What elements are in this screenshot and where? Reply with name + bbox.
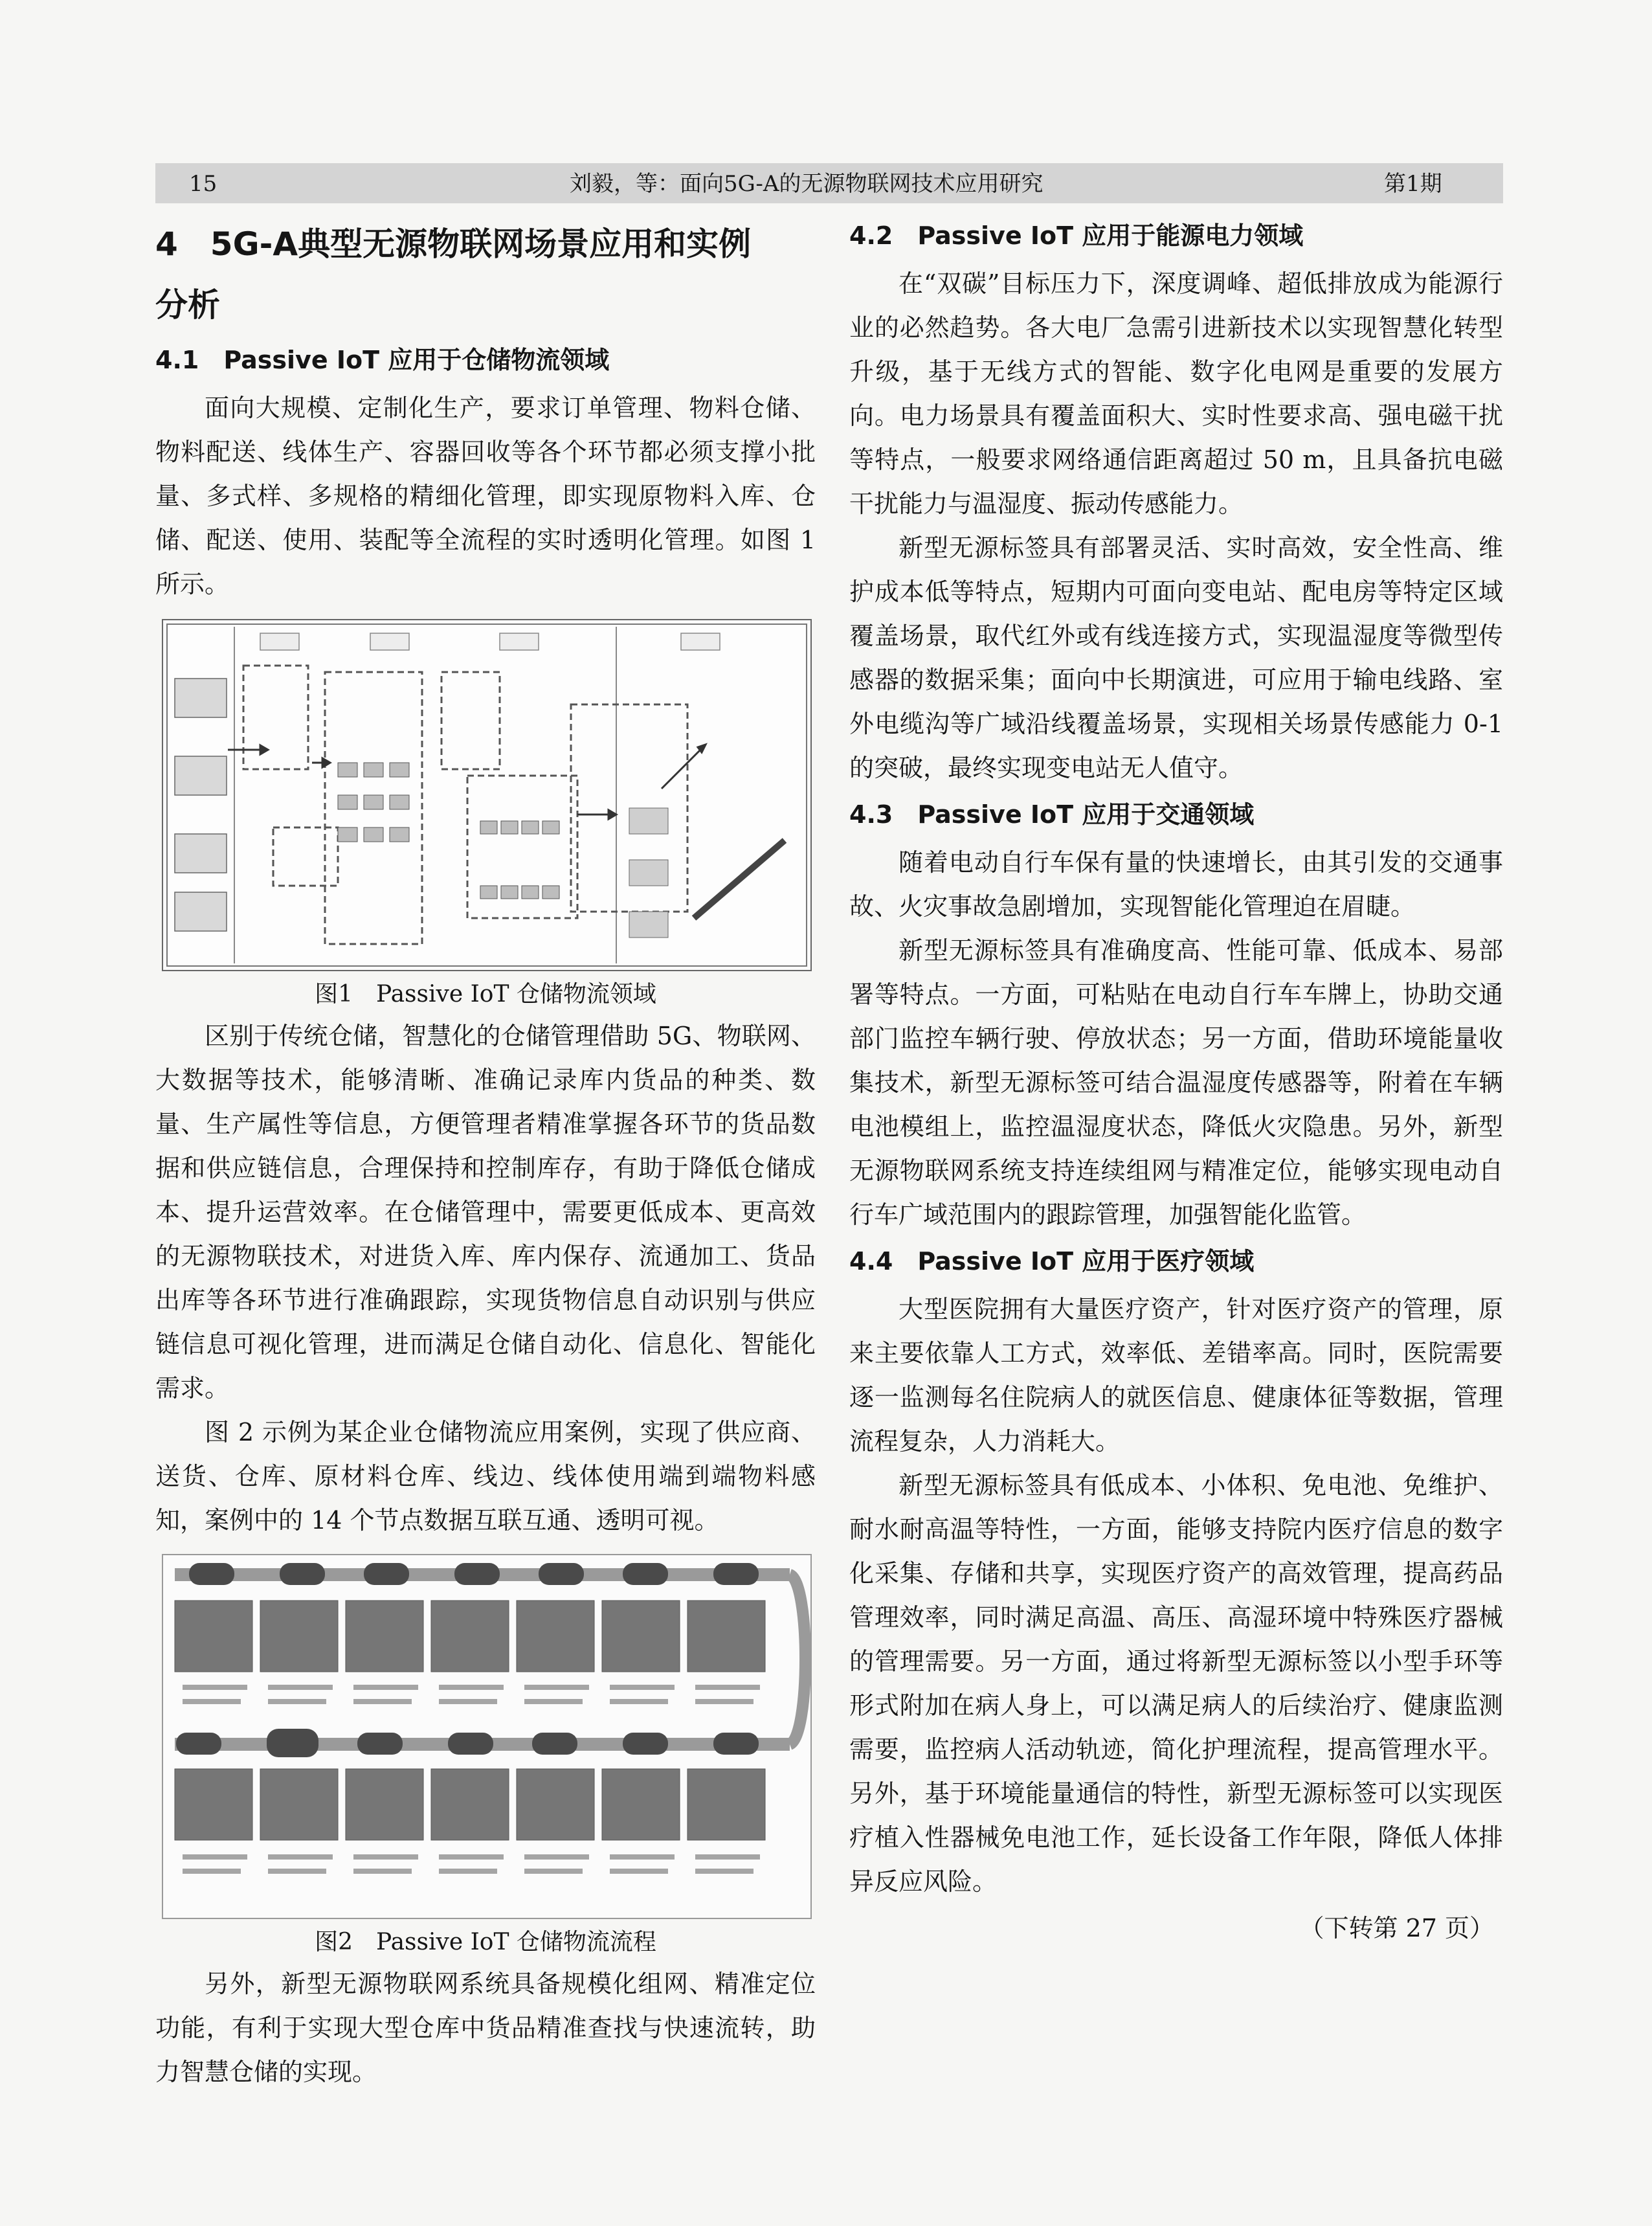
figure-2-caption: 图2 Passive IoT 仓储物流流程 [315, 1929, 656, 1955]
section-4-1-paragraph-2: 区别于传统仓储，智慧化的仓储管理借助 5G、物联网、大数据等技术，能够清晰、准确记录库内货品的种类、数量、生产属性等信息，方便管理者精准掌握各环节的货品数据和供应链信息，合理保持和控制库存，有助于降低仓储成本、提升运营效率。在仓储管理中，需要更低成本、更高效的无源物联技术，对进货入库、库内保存、流通加工、货品出库等各环节进行准确跟踪，实现货物信息自动识别与供应链信息可视化管理，进而满足仓储自动化、信息化、智能化需求。 [155, 1022, 816, 1402]
section-4-title-line2: 分析 [155, 286, 220, 324]
figure-2-process-flow [162, 1554, 812, 1919]
page-number: 15 [189, 171, 218, 197]
right-column [849, 214, 1503, 1948]
section-4-4-heading: 4.4 Passive IoT 应用于医疗领域 [849, 1247, 1255, 1276]
section-4-4-paragraph-2: 新型无源标签具有低成本、小体积、免电池、免维护、耐水耐高温等特性，一方面，能够支持院内医疗信息的数字化采集、存储和共享，实现医疗资产的高效管理，提高药品管理效率，同时满足高温、高压、高湿环境中特殊医疗器械的管理需要。另一方面，通过将新型无源标签以小型手环等形式附加在病人身上，可以满足病人的后续治疗、健康监测需要，监控病人活动轨迹，简化护理流程，提高管理水平。另外，基于环境能量通信的特性，新型无源标签可以实现医疗植入性器械免电池工作，延长设备工作年限，降低人体排异反应风险。 [849, 1471, 1503, 1896]
section-4-3-heading: 4.3 Passive IoT 应用于交通领域 [849, 800, 1255, 829]
figure-1-schematic [163, 620, 810, 970]
section-4-2-heading: 4.2 Passive IoT 应用于能源电力领域 [849, 221, 1304, 250]
running-title: 刘毅，等：面向5G-A的无源物联网技术应用研究 [570, 171, 1044, 197]
section-4-title-line1: 4 5G-A典型无源物联网场景应用和实例 [155, 225, 752, 263]
section-4-2-paragraph-2: 新型无源标签具有部署灵活、实时高效，安全性高、维护成本低等特点，短期内可面向变电站、配电房等特定区域覆盖场景，取代红外或有线连接方式，实现温湿度等微型传感器的数据采集；面向中长期演进，可应用于输电线路、室外电缆沟等广域沿线覆盖场景，实现相关场景传感能力 0-1 的突破，最终实现变电站无人值守。 [849, 534, 1503, 782]
issue-label: 第1期 [1384, 171, 1442, 197]
section-4-1-paragraph-4: 另外，新型无源物联网系统具备规模化组网、精准定位功能，有利于实现大型仓库中货品精准查找与快速流转，助力智慧仓储的实现。 [155, 1970, 816, 2086]
section-4-2-paragraph-1: 在“双碳”目标压力下，深度调峰、超低排放成为能源行业的必然趋势。各大电厂急需引进新技术以实现智慧化转型升级，基于无线方式的智能、数字化电网是重要的发展方向。电力场景具有覆盖面积大、实时性要求高、强电磁干扰等特点，一般要求网络通信距离超过 50 m，且具备抗电磁干扰能力与温湿度、振动传感能力。 [849, 269, 1503, 518]
section-4-1-paragraph-1: 面向大规模、定制化生产，要求订单管理、物料仓储、物料配送、线体生产、容器回收等各个环节都必须支撑小批量、多式样、多规格的精细化管理，即实现原物料入库、仓储、配送、使用、装配等全流程的实时透明化管理。如图 1 所示。 [155, 394, 816, 598]
continued-on-page-note: （下转第 27 页） [1299, 1914, 1494, 1942]
section-4-1-paragraph-3: 图 2 示例为某企业仓储物流应用案例，实现了供应商、送货、仓库、原材料仓库、线边、线体使用端到端物料感知，案例中的 14 个节点数据互联互通、透明可视。 [155, 1418, 816, 1535]
section-4-4-paragraph-1: 大型医院拥有大量医疗资产，针对医疗资产的管理，原来主要依靠人工方式，效率低、差错率高。同时，医院需要逐一监测每名住院病人的就医信息、健康体征等数据，管理流程复杂，人力消耗大。 [849, 1295, 1503, 1456]
section-4-1-heading: 4.1 Passive IoT 应用于仓储物流领域 [155, 346, 610, 374]
left-column [155, 214, 816, 2094]
section-4-3-paragraph-2: 新型无源标签具有准确度高、性能可靠、低成本、易部署等特点。一方面，可粘贴在电动自行车车牌上，协助交通部门监控车辆行驶、停放状态；另一方面，借助环境能量收集技术，新型无源标签可结合温湿度传感器等，附着在车辆电池模组上，监控温湿度状态，降低火灾隐患。另外，新型无源物联网系统支持连续组网与精准定位，能够实现电动自行车广域范围内的跟踪管理，加强智能化监管。 [849, 936, 1503, 1229]
figure-1-caption: 图1 Passive IoT 仓储物流领域 [315, 981, 656, 1007]
section-4-3-paragraph-1: 随着电动自行车保有量的快速增长，由其引发的交通事故、火灾事故急剧增加，实现智能化管理迫在眉睫。 [849, 848, 1503, 921]
figure-1-warehouse-diagram [162, 619, 812, 971]
figure-2-schematic [163, 1555, 810, 1918]
